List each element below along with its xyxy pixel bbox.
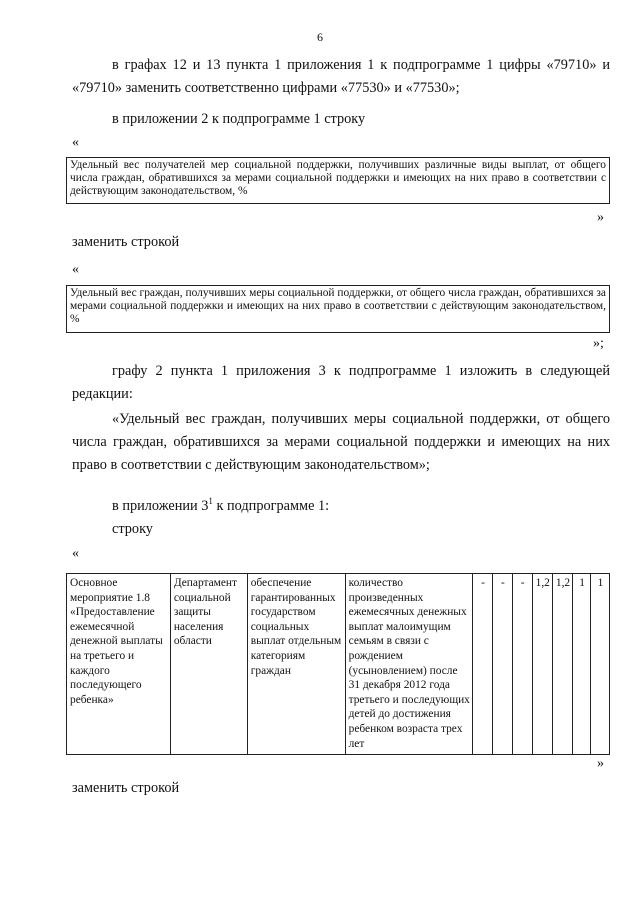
executor-cell: Департамент социальной защиты населения области xyxy=(170,574,247,755)
value-cell: - xyxy=(473,574,493,755)
table-row xyxy=(67,574,610,755)
paragraph-4: «Удельный вес граждан, получивших меры социальной поддержки, от общего числа граждан, обратившихся за мерами социальной поддержки и имеющих на них право в соответствии с действующим законодательством»; xyxy=(72,411,610,473)
measure-table xyxy=(66,573,610,755)
open-quote-1: « xyxy=(72,135,79,150)
value-cell: - xyxy=(512,574,532,755)
value-cell: 1 xyxy=(573,574,591,755)
goal-cell: обеспечение гарантированных государством социальных выплат отдельным категориям граждан xyxy=(247,574,345,755)
measure-name-cell: Основное мероприятие 1.8 «Предоставление ежемесячной денежной выплаты на третьего и каждого последующего ребенка» xyxy=(67,574,171,755)
paragraph-3: графу 2 пункта 1 приложения 3 к подпрограмме 1 изложить в следующей редакции: xyxy=(72,363,610,402)
open-quote-2: « xyxy=(72,262,79,277)
paragraph-2: в приложении 2 к подпрограмме 1 строку xyxy=(112,111,366,127)
close-quote-semicolon: »; xyxy=(593,336,604,351)
paragraph-1 xyxy=(72,54,610,77)
open-quote-3: « xyxy=(72,546,79,561)
value-cell: 1 xyxy=(591,574,610,755)
value-cell: 1,2 xyxy=(552,574,572,755)
paragraph-5-prefix: в приложении 3 xyxy=(112,497,209,514)
value-cell: - xyxy=(492,574,512,755)
new-indicator-box: Удельный вес граждан, получивших меры социальной поддержки, от общего числа граждан, обратившихся за мерами социальной поддержки и имеющих на них право в соответствии с действующим законодательством, % xyxy=(66,285,610,333)
close-quote-1: » xyxy=(597,210,604,225)
replace-with-line-1: заменить строкой xyxy=(72,234,180,250)
value-cell: 1,2 xyxy=(532,574,552,755)
paragraph-5 xyxy=(72,490,610,518)
paragraph-5-superscript: 1 xyxy=(208,496,213,506)
replace-with-line-2: заменить строкой xyxy=(72,780,180,796)
paragraph-5-suffix: к подпрограмме 1: xyxy=(212,497,330,514)
paragraph-1-line-1: в графах 12 и 13 пункта 1 приложения 1 к подпрограмме 1 цифры «79710» и xyxy=(112,57,610,73)
old-indicator-box: Удельный вес получателей мер социальной поддержки, получивших различные виды выплат, от общего числа граждан, обратившихся за мерами социальной поддержки и имеющих на них право в соответствии с действующим законодательством, % xyxy=(66,157,610,204)
page-number: 6 xyxy=(317,30,323,44)
paragraph-6: строку xyxy=(112,521,153,537)
paragraph-1-line-2: «79710» заменить соответственно цифрами «77530» и «77530»; xyxy=(72,80,460,96)
close-quote-3: » xyxy=(597,756,604,771)
indicator-cell: количество произведенных ежемесячных денежных выплат малоимущим семьям в связи с рождением (усыновлением) после 31 декабря 2012 года третьего и последующих детей до достижения ребенком возраста трех лет xyxy=(345,574,472,755)
